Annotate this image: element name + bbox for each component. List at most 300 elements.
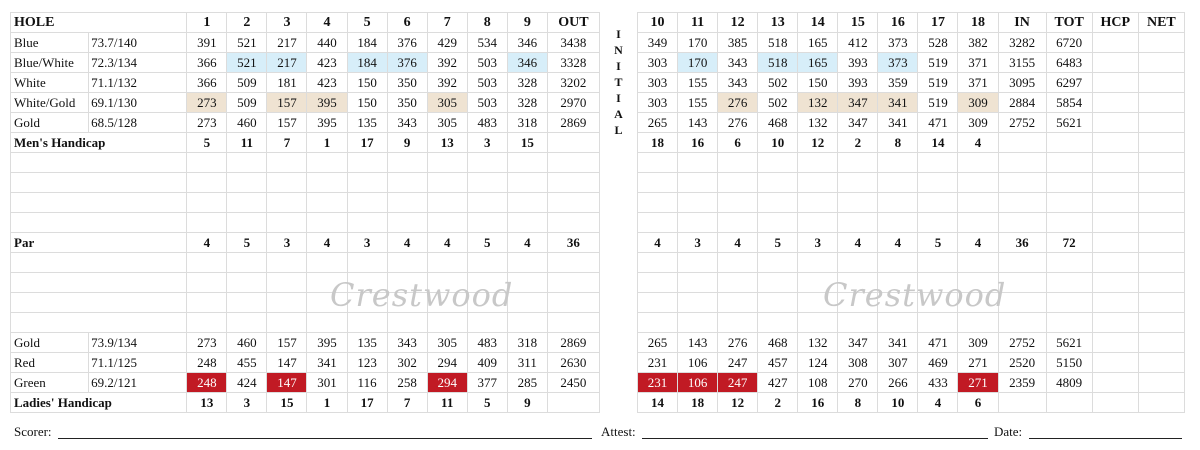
total-entry-cell[interactable] — [1092, 173, 1138, 193]
score-entry-cell[interactable] — [227, 273, 267, 293]
hole-yardage: 521 — [227, 53, 267, 73]
tee-name: Blue/White — [11, 53, 89, 73]
out-entry-cell[interactable] — [547, 313, 599, 333]
tee-row — [11, 373, 1185, 393]
score-entry-cell[interactable] — [798, 293, 838, 313]
hole-yardage: 471 — [918, 333, 958, 353]
score-entry-cell[interactable] — [227, 173, 267, 193]
total-entry-cell[interactable] — [1138, 193, 1184, 213]
score-entry-cell[interactable] — [758, 193, 798, 213]
hole-handicap: 3 — [227, 393, 267, 413]
total-entry-cell[interactable] — [998, 213, 1046, 233]
score-entry-cell[interactable] — [267, 173, 307, 193]
hole-yardage: 521 — [227, 33, 267, 53]
score-entry-cell[interactable] — [347, 253, 387, 273]
hole-yardage: 265 — [637, 333, 677, 353]
score-entry-cell[interactable] — [758, 293, 798, 313]
hole-yardage: 503 — [467, 73, 507, 93]
initial-letter: N — [614, 43, 623, 57]
tee-rating: 72.3/134 — [89, 53, 187, 73]
score-entry-cell[interactable] — [758, 173, 798, 193]
hcp-cell[interactable] — [1092, 93, 1138, 113]
score-entry-cell[interactable] — [878, 313, 918, 333]
hole-yardage: 116 — [347, 373, 387, 393]
score-entry-cell[interactable] — [267, 193, 307, 213]
score-entry-cell[interactable] — [678, 293, 718, 313]
score-entry-cell[interactable] — [637, 173, 677, 193]
score-entry-cell[interactable] — [507, 293, 547, 313]
score-entry-cell[interactable] — [838, 313, 878, 333]
tee-row — [11, 93, 1185, 113]
score-entry-cell[interactable] — [637, 253, 677, 273]
hole-yardage: 309 — [958, 333, 998, 353]
score-entry-cell[interactable] — [507, 213, 547, 233]
total-entry-cell[interactable] — [1092, 293, 1138, 313]
total-entry-cell[interactable] — [1138, 313, 1184, 333]
hole-yardage: 157 — [267, 333, 307, 353]
hcp-cell[interactable] — [1092, 53, 1138, 73]
score-entry-cell[interactable] — [637, 213, 677, 233]
score-entry-cell[interactable] — [758, 213, 798, 233]
hole-yardage: 349 — [637, 33, 677, 53]
total-entry-cell[interactable] — [1092, 213, 1138, 233]
score-entry-cell[interactable] — [467, 253, 507, 273]
score-entry-cell[interactable] — [678, 193, 718, 213]
score-entry-cell[interactable] — [187, 313, 227, 333]
score-entry-cell[interactable] — [467, 313, 507, 333]
hole-yardage: 147 — [267, 373, 307, 393]
total-entry-cell[interactable] — [1046, 173, 1092, 193]
score-entry-cell[interactable] — [838, 213, 878, 233]
total-entry-cell[interactable] — [1092, 273, 1138, 293]
score-entry-cell[interactable] — [838, 253, 878, 273]
total-entry-cell[interactable] — [998, 253, 1046, 273]
score-entry-cell[interactable] — [427, 153, 467, 173]
hcp-cell[interactable] — [1092, 353, 1138, 373]
score-entry-cell[interactable] — [958, 293, 998, 313]
hole-yardage: 393 — [838, 53, 878, 73]
out-entry-cell[interactable] — [547, 193, 599, 213]
score-entry-cell[interactable] — [958, 173, 998, 193]
score-entry-cell[interactable] — [347, 213, 387, 233]
hole-handicap: 13 — [187, 393, 227, 413]
score-entry-cell[interactable] — [427, 173, 467, 193]
out-entry-cell[interactable] — [547, 213, 599, 233]
score-entry-cell[interactable] — [958, 193, 998, 213]
hole-number: 3 — [267, 13, 307, 33]
hole-yardage: 106 — [678, 373, 718, 393]
total-entry-cell[interactable] — [1046, 213, 1092, 233]
scorer-line[interactable] — [58, 438, 592, 439]
score-entry-cell[interactable] — [678, 153, 718, 173]
out-yardage: 2970 — [547, 93, 599, 113]
hole-number: 7 — [427, 13, 467, 33]
row-label-cell — [11, 253, 187, 273]
score-entry-cell[interactable] — [387, 313, 427, 333]
score-entry-cell[interactable] — [387, 273, 427, 293]
hole-yardage: 328 — [507, 93, 547, 113]
score-entry-cell[interactable] — [798, 213, 838, 233]
score-entry-cell[interactable] — [267, 253, 307, 273]
score-entry-cell[interactable] — [307, 173, 347, 193]
total-entry-cell[interactable] — [1046, 193, 1092, 213]
hole-yardage: 143 — [678, 333, 718, 353]
total-gap-cell — [1138, 133, 1184, 153]
score-entry-cell[interactable] — [878, 293, 918, 313]
score-entry-cell[interactable] — [918, 173, 958, 193]
total-entry-cell[interactable] — [1046, 313, 1092, 333]
hole-handicap: 5 — [467, 393, 507, 413]
score-entry-cell[interactable] — [267, 313, 307, 333]
score-entry-cell[interactable] — [758, 253, 798, 273]
hole-yardage: 181 — [267, 73, 307, 93]
score-entry-cell[interactable] — [718, 293, 758, 313]
score-entry-cell[interactable] — [798, 253, 838, 273]
net-cell[interactable] — [1138, 333, 1184, 353]
total-entry-cell[interactable] — [1138, 213, 1184, 233]
score-entry-cell[interactable] — [838, 173, 878, 193]
hole-yardage: 123 — [347, 353, 387, 373]
score-entry-cell[interactable] — [467, 193, 507, 213]
out-entry-cell[interactable] — [547, 173, 599, 193]
score-entry-cell[interactable] — [798, 273, 838, 293]
score-entry-cell[interactable] — [307, 193, 347, 213]
score-entry-cell[interactable] — [507, 273, 547, 293]
hole-handicap: 9 — [387, 133, 427, 153]
hole-yardage: 276 — [718, 113, 758, 133]
score-entry-cell[interactable] — [347, 273, 387, 293]
score-entry-cell[interactable] — [718, 273, 758, 293]
total-entry-cell[interactable] — [998, 173, 1046, 193]
score-entry-cell[interactable] — [958, 273, 998, 293]
score-entry-cell[interactable] — [918, 293, 958, 313]
net-cell[interactable] — [1138, 373, 1184, 393]
row-label-cell — [11, 173, 187, 193]
score-entry-cell[interactable] — [347, 153, 387, 173]
hcp-cell[interactable] — [1092, 33, 1138, 53]
score-entry-cell[interactable] — [918, 153, 958, 173]
hole-yardage: 276 — [718, 333, 758, 353]
hole-yardage: 341 — [878, 93, 918, 113]
score-entry-cell[interactable] — [387, 253, 427, 273]
total-entry-cell[interactable] — [1092, 153, 1138, 173]
score-entry-cell[interactable] — [227, 213, 267, 233]
hole-handicap: 10 — [758, 133, 798, 153]
score-entry-cell[interactable] — [758, 153, 798, 173]
out-yardage: 2630 — [547, 353, 599, 373]
score-entry-cell[interactable] — [798, 193, 838, 213]
attest-line[interactable] — [642, 438, 988, 439]
score-entry-cell[interactable] — [838, 193, 878, 213]
out-entry-cell[interactable] — [547, 293, 599, 313]
hcp-header: HCP — [1092, 13, 1138, 33]
score-entry-cell[interactable] — [307, 313, 347, 333]
total-entry-cell[interactable] — [1138, 293, 1184, 313]
net-cell[interactable] — [1138, 73, 1184, 93]
score-entry-cell[interactable] — [637, 153, 677, 173]
hcp-cell[interactable] — [1092, 113, 1138, 133]
initial-gap-cell — [599, 273, 637, 293]
hole-yardage: 341 — [307, 353, 347, 373]
hole-handicap: 15 — [267, 393, 307, 413]
score-entry-cell[interactable] — [467, 173, 507, 193]
score-entry-cell[interactable] — [187, 213, 227, 233]
out-yardage: 2869 — [547, 333, 599, 353]
score-entry-cell[interactable] — [958, 213, 998, 233]
hole-yardage: 135 — [347, 113, 387, 133]
score-entry-cell[interactable] — [718, 213, 758, 233]
hole-yardage: 309 — [958, 93, 998, 113]
net-cell[interactable] — [1138, 93, 1184, 113]
score-entry-cell[interactable] — [427, 193, 467, 213]
total-entry-cell[interactable] — [998, 193, 1046, 213]
total-entry-cell[interactable] — [998, 273, 1046, 293]
score-entry-cell[interactable] — [227, 153, 267, 173]
tee-rating: 71.1/125 — [89, 353, 187, 373]
score-entry-cell[interactable] — [678, 273, 718, 293]
tee-name: Gold — [11, 333, 89, 353]
hole-handicap: 5 — [187, 133, 227, 153]
score-entry-cell[interactable] — [227, 253, 267, 273]
hole-yardage: 271 — [958, 353, 998, 373]
hcp-cell[interactable] — [1092, 333, 1138, 353]
score-entry-cell[interactable] — [678, 213, 718, 233]
score-entry-cell[interactable] — [307, 153, 347, 173]
hole-yardage: 124 — [798, 353, 838, 373]
score-entry-cell[interactable] — [307, 213, 347, 233]
score-entry-cell[interactable] — [678, 173, 718, 193]
date-line[interactable] — [1029, 438, 1182, 439]
score-entry-cell[interactable] — [267, 213, 307, 233]
score-entry-cell[interactable] — [507, 193, 547, 213]
out-entry-cell[interactable] — [547, 253, 599, 273]
row-label-cell — [11, 273, 187, 293]
handicap-label: Ladies' Handicap — [11, 393, 187, 413]
hole-handicap: 17 — [347, 133, 387, 153]
total-yardage: 5150 — [1046, 353, 1092, 373]
score-entry-cell[interactable] — [637, 273, 677, 293]
hole-number: 2 — [227, 13, 267, 33]
score-entry-cell[interactable] — [918, 253, 958, 273]
hole-par: 4 — [187, 233, 227, 253]
row-label-cell — [11, 153, 187, 173]
score-entry-cell[interactable] — [918, 193, 958, 213]
hole-number: 17 — [918, 13, 958, 33]
hole-yardage: 318 — [507, 333, 547, 353]
initial-gap-cell — [599, 353, 637, 373]
score-entry-cell[interactable] — [798, 313, 838, 333]
net-cell[interactable] — [1138, 53, 1184, 73]
hole-handicap: 7 — [267, 133, 307, 153]
score-entry-cell[interactable] — [347, 293, 387, 313]
score-entry-cell[interactable] — [307, 253, 347, 273]
score-entry-cell[interactable] — [838, 273, 878, 293]
score-entry-cell[interactable] — [187, 193, 227, 213]
hole-handicap: 10 — [878, 393, 918, 413]
total-entry-cell[interactable] — [1092, 193, 1138, 213]
score-entry-cell[interactable] — [427, 213, 467, 233]
score-entry-cell[interactable] — [507, 173, 547, 193]
net-cell[interactable] — [1138, 353, 1184, 373]
hcp-cell[interactable] — [1092, 73, 1138, 93]
score-entry-cell[interactable] — [427, 313, 467, 333]
score-entry-cell[interactable] — [918, 273, 958, 293]
total-par: 72 — [1046, 233, 1092, 253]
hole-par: 4 — [387, 233, 427, 253]
score-entry-cell[interactable] — [387, 213, 427, 233]
out-entry-cell[interactable] — [547, 153, 599, 173]
score-entry-cell[interactable] — [718, 253, 758, 273]
net-cell[interactable] — [1138, 33, 1184, 53]
score-entry-cell[interactable] — [507, 253, 547, 273]
score-entry-cell[interactable] — [507, 313, 547, 333]
score-entry-cell[interactable] — [427, 253, 467, 273]
score-entry-cell[interactable] — [427, 273, 467, 293]
score-entry-cell[interactable] — [758, 313, 798, 333]
total-entry-cell[interactable] — [998, 313, 1046, 333]
net-cell[interactable] — [1138, 113, 1184, 133]
score-entry-cell[interactable] — [347, 193, 387, 213]
score-entry-cell[interactable] — [227, 193, 267, 213]
score-entry-cell[interactable] — [918, 313, 958, 333]
total-entry-cell[interactable] — [1046, 153, 1092, 173]
initial-gap-cell — [599, 333, 637, 353]
total-entry-cell[interactable] — [1138, 153, 1184, 173]
score-entry-cell[interactable] — [187, 173, 227, 193]
total-entry-cell[interactable] — [1138, 173, 1184, 193]
hole-handicap: 1 — [307, 133, 347, 153]
score-entry-cell[interactable] — [798, 173, 838, 193]
score-entry-cell[interactable] — [267, 273, 307, 293]
score-entry-cell[interactable] — [467, 273, 507, 293]
score-entry-cell[interactable] — [637, 193, 677, 213]
out-yardage: 2869 — [547, 113, 599, 133]
score-entry-cell[interactable] — [958, 313, 998, 333]
hole-yardage: 303 — [637, 53, 677, 73]
total-entry-cell[interactable] — [1138, 273, 1184, 293]
hole-yardage: 423 — [307, 73, 347, 93]
hole-yardage: 366 — [187, 73, 227, 93]
hcp-cell[interactable] — [1092, 233, 1138, 253]
score-entry-cell[interactable] — [878, 153, 918, 173]
score-entry-cell[interactable] — [507, 153, 547, 173]
score-entry-cell[interactable] — [878, 193, 918, 213]
total-entry-cell[interactable] — [1092, 253, 1138, 273]
score-entry-cell[interactable] — [467, 293, 507, 313]
score-entry-cell[interactable] — [878, 273, 918, 293]
score-entry-cell[interactable] — [187, 253, 227, 273]
hole-yardage: 385 — [718, 33, 758, 53]
hole-yardage: 108 — [798, 373, 838, 393]
hole-yardage: 483 — [467, 113, 507, 133]
score-entry-cell[interactable] — [387, 153, 427, 173]
total-gap-cell — [1092, 133, 1138, 153]
hcp-cell[interactable] — [1092, 373, 1138, 393]
total-entry-cell[interactable] — [1046, 253, 1092, 273]
initial-gap-cell — [599, 373, 637, 393]
hole-yardage: 395 — [307, 333, 347, 353]
score-entry-cell[interactable] — [387, 193, 427, 213]
score-entry-cell[interactable] — [227, 313, 267, 333]
score-entry-cell[interactable] — [387, 173, 427, 193]
score-entry-cell[interactable] — [267, 153, 307, 173]
score-entry-cell[interactable] — [758, 273, 798, 293]
hole-yardage: 303 — [637, 73, 677, 93]
score-entry-cell[interactable] — [267, 293, 307, 313]
score-entry-cell[interactable] — [838, 153, 878, 173]
tee-name: White/Gold — [11, 93, 89, 113]
score-entry-cell[interactable] — [347, 313, 387, 333]
out-entry-cell[interactable] — [547, 273, 599, 293]
score-entry-cell[interactable] — [637, 293, 677, 313]
score-entry-cell[interactable] — [718, 193, 758, 213]
total-entry-cell[interactable] — [1046, 293, 1092, 313]
initial-column — [599, 13, 637, 153]
initial-letter: I — [616, 27, 621, 41]
handicap-label: Men's Handicap — [11, 133, 187, 153]
in-yardage: 2752 — [998, 113, 1046, 133]
score-entry-cell[interactable] — [347, 173, 387, 193]
score-entry-cell[interactable] — [637, 313, 677, 333]
hole-number: 10 — [637, 13, 677, 33]
ladies-handicap-row — [11, 393, 1185, 413]
score-entry-cell[interactable] — [838, 293, 878, 313]
hole-par: 4 — [427, 233, 467, 253]
score-entry-cell[interactable] — [958, 253, 998, 273]
score-entry-cell[interactable] — [427, 293, 467, 313]
hole-yardage: 460 — [227, 113, 267, 133]
total-entry-cell[interactable] — [1046, 273, 1092, 293]
score-entry-cell[interactable] — [718, 153, 758, 173]
score-entry-cell[interactable] — [718, 173, 758, 193]
score-entry-cell[interactable] — [798, 153, 838, 173]
tee-row — [11, 33, 1185, 53]
score-entry-cell[interactable] — [718, 313, 758, 333]
hole-yardage: 343 — [387, 333, 427, 353]
row-label-cell — [11, 213, 187, 233]
score-entry-cell[interactable] — [678, 253, 718, 273]
hole-number: 15 — [838, 13, 878, 33]
tee-name: Red — [11, 353, 89, 373]
score-entry-cell[interactable] — [187, 293, 227, 313]
total-yardage: 6297 — [1046, 73, 1092, 93]
hole-yardage: 258 — [387, 373, 427, 393]
score-entry-cell[interactable] — [958, 153, 998, 173]
hole-yardage: 150 — [347, 73, 387, 93]
score-entry-cell[interactable] — [307, 293, 347, 313]
score-entry-cell[interactable] — [307, 273, 347, 293]
score-entry-cell[interactable] — [878, 253, 918, 273]
total-entry-cell[interactable] — [1092, 313, 1138, 333]
hole-yardage: 469 — [918, 353, 958, 373]
score-entry-cell[interactable] — [918, 213, 958, 233]
total-entry-cell[interactable] — [998, 153, 1046, 173]
score-entry-cell[interactable] — [678, 313, 718, 333]
score-entry-cell[interactable] — [387, 293, 427, 313]
net-cell[interactable] — [1138, 233, 1184, 253]
score-entry-cell[interactable] — [878, 173, 918, 193]
score-entry-cell[interactable] — [878, 213, 918, 233]
score-entry-cell[interactable] — [467, 213, 507, 233]
total-entry-cell[interactable] — [1138, 253, 1184, 273]
score-entry-cell[interactable] — [227, 293, 267, 313]
score-entry-cell[interactable] — [187, 153, 227, 173]
total-entry-cell[interactable] — [998, 293, 1046, 313]
score-entry-cell[interactable] — [187, 273, 227, 293]
score-entry-cell[interactable] — [467, 153, 507, 173]
player-score-row — [11, 253, 1185, 273]
hole-yardage: 270 — [838, 373, 878, 393]
